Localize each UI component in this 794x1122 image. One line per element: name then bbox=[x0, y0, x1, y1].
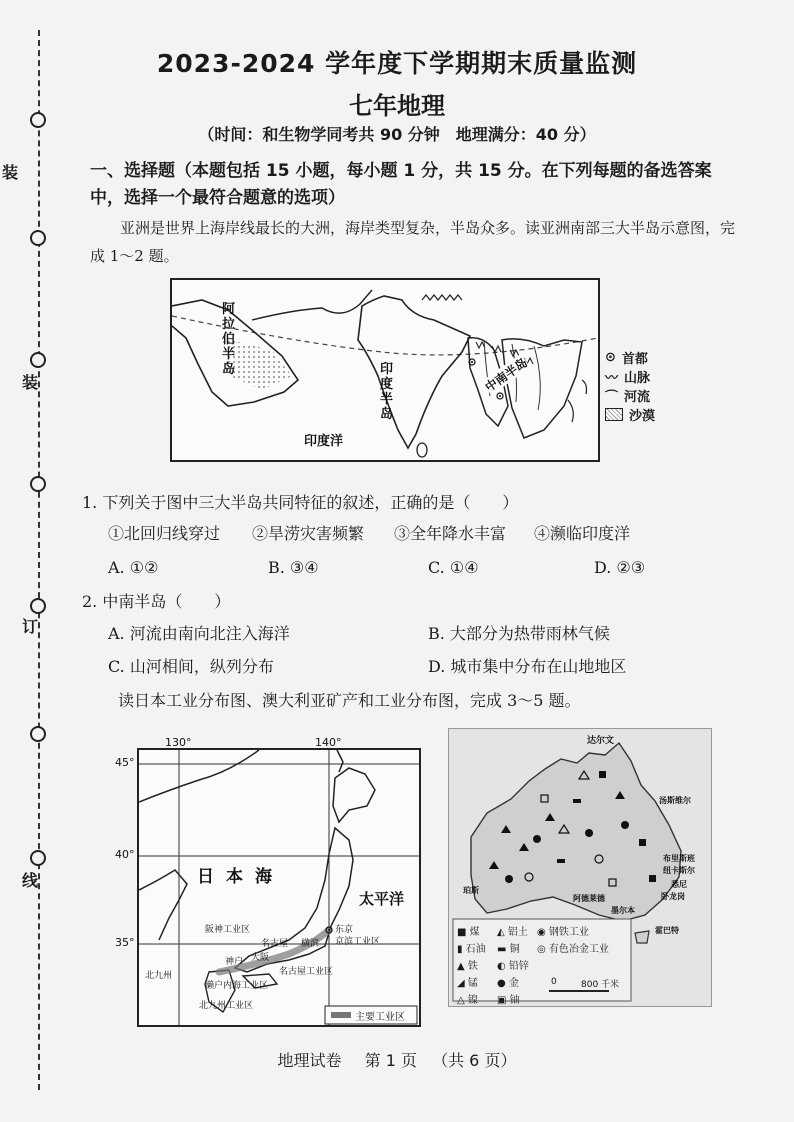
city-label: 汤斯维尔 bbox=[659, 796, 691, 805]
section-intro-2: 读日本工业分布图、澳大利亚矿产和工业分布图，完成 3～5 题。 bbox=[118, 691, 581, 710]
q1-option-a[interactable]: A. ①② bbox=[108, 558, 159, 577]
place-label: 京滨工业区 bbox=[335, 937, 381, 947]
place-label: 神户 bbox=[225, 957, 244, 967]
legend-item: ▣ 铀 bbox=[497, 995, 520, 1006]
sea-of-japan-label: 日本海 bbox=[197, 867, 284, 887]
q2-stem: 2. 中南半岛（ ） bbox=[82, 592, 231, 611]
q1-stem: 1. 下列关于图中三大半岛共同特征的叙述，正确的是（ ） bbox=[82, 493, 519, 512]
copper-icon: ▬ bbox=[497, 944, 507, 955]
peninsula-map bbox=[170, 278, 600, 462]
leadzinc-icon: ◐ bbox=[497, 961, 506, 972]
legend-item: ◐ 铅锌 bbox=[497, 961, 529, 972]
binding-char: 线 bbox=[22, 871, 39, 890]
legend-row: 沙漠 bbox=[605, 405, 655, 424]
australia-mineral-map bbox=[448, 728, 712, 1007]
india-label: 印度半岛 bbox=[380, 362, 394, 422]
q1-statement-3: ③全年降水丰富 bbox=[394, 524, 507, 543]
footer-subject: 地理试卷 bbox=[277, 1051, 342, 1070]
legend-item: ● 金 bbox=[497, 978, 519, 989]
japan-industry-map bbox=[115, 736, 421, 1027]
city-label: 霍巴特 bbox=[655, 926, 679, 935]
binding-hole bbox=[30, 598, 46, 614]
legend-item: ▮ 石油 bbox=[457, 944, 486, 955]
legend-item: ◭ 铝土 bbox=[497, 927, 528, 938]
place-label: 名古屋 bbox=[261, 939, 289, 949]
coal-icon: ■ bbox=[457, 927, 467, 938]
indochina-label: 中南半岛 bbox=[482, 355, 530, 395]
place-label: 濑户内海工业区 bbox=[205, 981, 269, 991]
scale-zero: 0 bbox=[551, 977, 557, 987]
lat-35-label: 35° bbox=[115, 936, 135, 949]
q1-option-c[interactable]: C. ①④ bbox=[428, 558, 479, 577]
place-label: 东京 bbox=[335, 925, 354, 935]
q1-statement-4: ④濒临印度洋 bbox=[534, 524, 631, 543]
binding-char: 装 bbox=[2, 163, 19, 182]
q1-option-d[interactable]: D. ②③ bbox=[594, 558, 646, 577]
gold-icon: ● bbox=[497, 978, 506, 989]
capital-icon: ⊙ bbox=[605, 350, 616, 365]
lat-40-label: 40° bbox=[115, 848, 135, 861]
place-label: 名古屋工业区 bbox=[279, 967, 334, 977]
city-label: 布里斯班 bbox=[663, 854, 695, 863]
place-label: 大阪 bbox=[251, 953, 270, 963]
legend-item: ■ 煤 bbox=[457, 927, 480, 938]
city-label: 珀斯 bbox=[463, 886, 479, 895]
legend-row: ⌒ 河流 bbox=[605, 386, 655, 405]
uranium-icon: ▣ bbox=[497, 995, 507, 1006]
place-label: 北九州 bbox=[145, 971, 173, 981]
binding-hole bbox=[30, 476, 46, 492]
legend-item: ◢ 锰 bbox=[457, 978, 478, 989]
q2-option-b[interactable]: B. 大部分为热带雨林气候 bbox=[428, 624, 610, 643]
time-note: （时间：和生物学同考共 90 分钟 地理满分：40 分） bbox=[198, 125, 596, 144]
bauxite-icon: ◭ bbox=[497, 927, 505, 938]
binding-dashed-line bbox=[38, 30, 40, 1090]
lon-130-label: 130° bbox=[165, 736, 192, 749]
arabia-label: 阿拉伯半岛 bbox=[222, 302, 236, 377]
desert-icon bbox=[605, 408, 623, 421]
mountain-icon: 〰 bbox=[605, 371, 619, 386]
lon-140-label: 140° bbox=[315, 736, 342, 749]
footer-page: 第 1 页 bbox=[364, 1051, 417, 1070]
city-label: 墨尔本 bbox=[611, 906, 635, 915]
city-label: 纽卡斯尔 bbox=[663, 866, 695, 875]
place-label: 北九州工业区 bbox=[199, 1001, 254, 1011]
section-intro: 亚洲是世界上海岸线最长的大洲，海岸类型复杂，半岛众多。读亚洲南部三大半岛示意图，完成 1～2 题。 bbox=[90, 219, 736, 265]
binding-hole bbox=[30, 352, 46, 368]
section-heading: 一、选择题（本题包括 15 小题，每小题 1 分，共 15 分。在下列每题的备选答案中，选择一个最符合题意的选项） bbox=[90, 161, 712, 208]
binding-hole bbox=[30, 850, 46, 866]
city-label: 悉尼 bbox=[671, 880, 687, 889]
legend-item: ◉ 钢铁工业 bbox=[537, 927, 589, 938]
q1-statement-2: ②旱涝灾害频繁 bbox=[252, 524, 365, 543]
binding-char: 订 bbox=[22, 617, 39, 636]
river-icon: ⌒ bbox=[605, 390, 619, 405]
exam-subtitle: 七年地理 bbox=[349, 92, 445, 120]
legend-row: 〰 山脉 bbox=[605, 367, 655, 386]
lat-45-label: 45° bbox=[115, 756, 135, 769]
oil-icon: ▮ bbox=[457, 944, 463, 955]
steel-icon: ◉ bbox=[537, 927, 546, 938]
exam-title: 2023-2024 学年度下学期期末质量监测 bbox=[156, 49, 638, 78]
pacific-label: 太平洋 bbox=[359, 890, 405, 908]
city-label: 达尔文 bbox=[587, 736, 615, 746]
iron-icon: ▲ bbox=[457, 961, 465, 972]
nickel-icon: △ bbox=[457, 995, 465, 1006]
japan-legend-label: 主要工业区 bbox=[355, 1012, 405, 1023]
binding-hole bbox=[30, 726, 46, 742]
q2-option-c[interactable]: C. 山河相间，纵列分布 bbox=[108, 657, 274, 676]
scale-label: 800 千米 bbox=[581, 980, 620, 990]
legend-item: ▲ 铁 bbox=[457, 961, 478, 972]
place-label: 横滨 bbox=[301, 939, 320, 949]
peninsula-map-legend bbox=[605, 348, 655, 424]
q2-option-a[interactable]: A. 河流由南向北注入海洋 bbox=[108, 624, 290, 643]
legend-item: ◎ 有色冶金工业 bbox=[537, 944, 609, 955]
q2-option-d[interactable]: D. 城市集中分布在山地地区 bbox=[428, 657, 627, 676]
binding-hole bbox=[30, 230, 46, 246]
place-label: 阪神工业区 bbox=[205, 925, 251, 935]
nonferrous-icon: ◎ bbox=[537, 944, 546, 955]
manganese-icon: ◢ bbox=[457, 978, 465, 989]
q1-option-b[interactable]: B. ③④ bbox=[268, 558, 319, 577]
q1-statement-1: ①北回归线穿过 bbox=[108, 524, 221, 543]
legend-item: △ 镍 bbox=[457, 995, 478, 1006]
footer-total: （共 6 页） bbox=[432, 1051, 517, 1070]
ocean-label: 印度洋 bbox=[304, 434, 344, 449]
city-label: 阿德莱德 bbox=[573, 894, 605, 903]
city-label: 卧龙岗 bbox=[661, 892, 685, 901]
australia-legend bbox=[457, 923, 633, 1006]
legend-row: ⊙ 首都 bbox=[605, 350, 648, 367]
page-footer bbox=[0, 1048, 794, 1071]
legend-item: ▬ 铜 bbox=[497, 944, 520, 955]
binding-char: 装 bbox=[22, 373, 39, 392]
